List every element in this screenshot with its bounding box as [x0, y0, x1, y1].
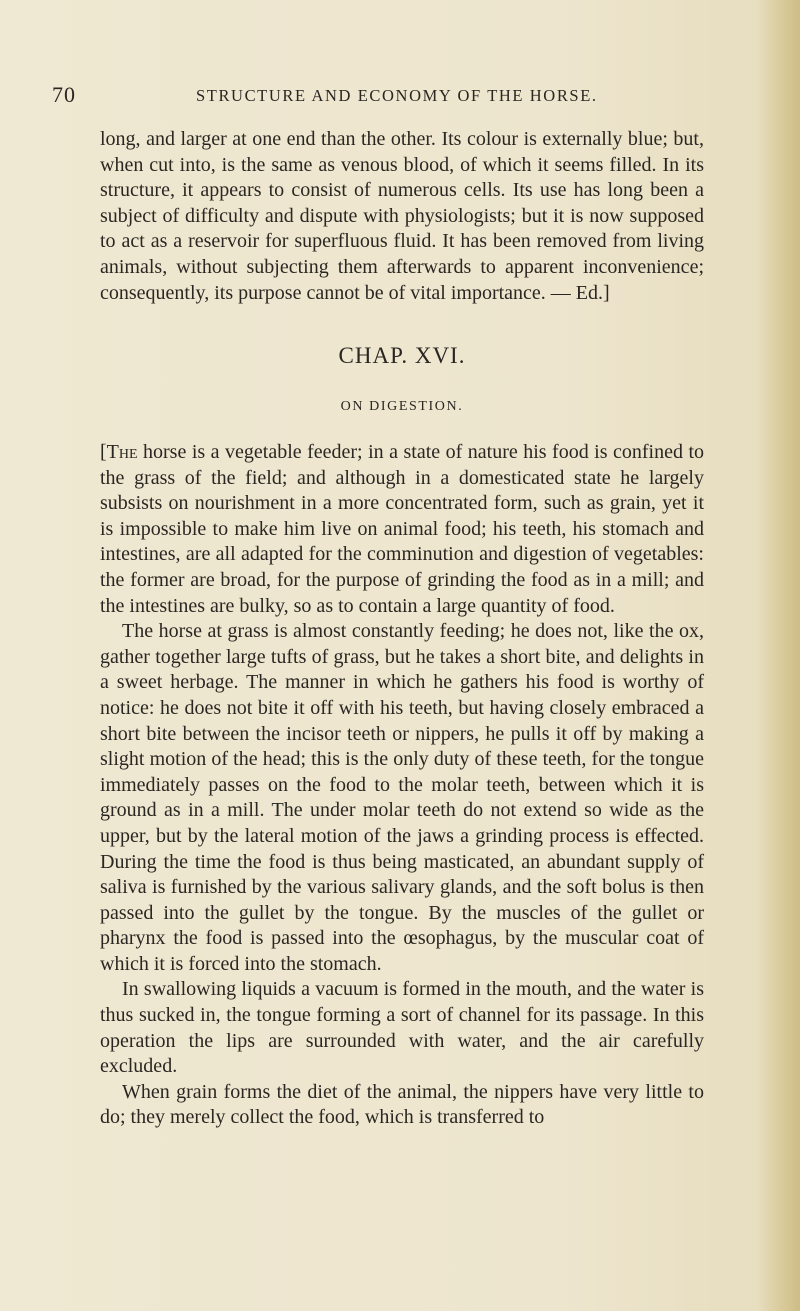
running-title: STRUCTURE AND ECONOMY OF THE HORSE. — [196, 86, 598, 105]
running-head — [52, 82, 752, 112]
paragraph-lead: [The — [100, 441, 138, 463]
page-edge-shadow — [758, 0, 800, 1311]
paragraph: The horse at grass is almost constantly feeding; he does not, like the ox, gather together large tufts of grass, but he takes a short bite, and delights in a sweet herbage. The manner in which he gathers his food is worthy of notice: he does not bite it off with his teeth, but having closely embraced a short bite between the incisor teeth or nippers, he pulls it off by making a slight motion of the head; this is the only duty of these teeth, for the tongue immediately passes on the food to the molar teeth, between which it is ground as in a mill. The under molar teeth do not extend so wide as the upper, but by the lateral motion of the jaws a grinding process is effected. During the time the food is thus being masticated, an abundant supply of saliva is furnished by the various salivary glands, and the soft bolus is then passed into the gullet by the tongue. By the muscles of the gullet or pharynx the food is passed into the œsophagus, by the muscular coat of which it is forced into the stomach. — [100, 620, 704, 975]
paragraph: long, and larger at one end than the other. Its colour is externally blue; but, when cut into, is the same as venous blood, of which it seems filled. In its structure, it appears to consist of numerous cells. Its use has long been a subject of difficulty and dispute with physiologists; but it is now supposed to act as a reservoir for superfluous fluid. It has been removed from living animals, without subjecting them afterwards to apparent inconvenience; consequently, its purpose cannot be of vital importance. — Ed.] — [100, 128, 704, 304]
paragraph: When grain forms the diet of the animal, the nippers have very little to do; they merely collect the food, which is transferred to — [100, 1080, 704, 1129]
paragraph: In swallowing liquids a vacuum is formed in the mouth, and the water is thus sucked in, the tongue forming a sort of channel for its passage. In this operation the lips are surrounded with water, and the air carefully excluded. — [100, 978, 704, 1078]
chapter-body — [100, 440, 704, 1131]
paragraph — [100, 440, 704, 619]
paragraph-text: horse is a vegetable feeder; in a state of nature his food is confined to the grass of the field; and although in a domesticated state he largely subsists on nourishment in a more concentrated form, such as grain, yet it is impossible to make him live on animal food; his teeth, his stomach and intestines, are all adapted for the comminution and digestion of vegetables: the former are broad, for the purpose of grinding the food as in a mill; and the intestines are bulky, so as to contain a large quantity of food. — [100, 441, 704, 617]
page-number: 70 — [52, 82, 76, 107]
chapter-subtitle: ON DIGESTION. — [340, 399, 464, 414]
intro-text — [100, 127, 704, 306]
chapter-heading: CHAP. XVI. — [338, 343, 466, 368]
